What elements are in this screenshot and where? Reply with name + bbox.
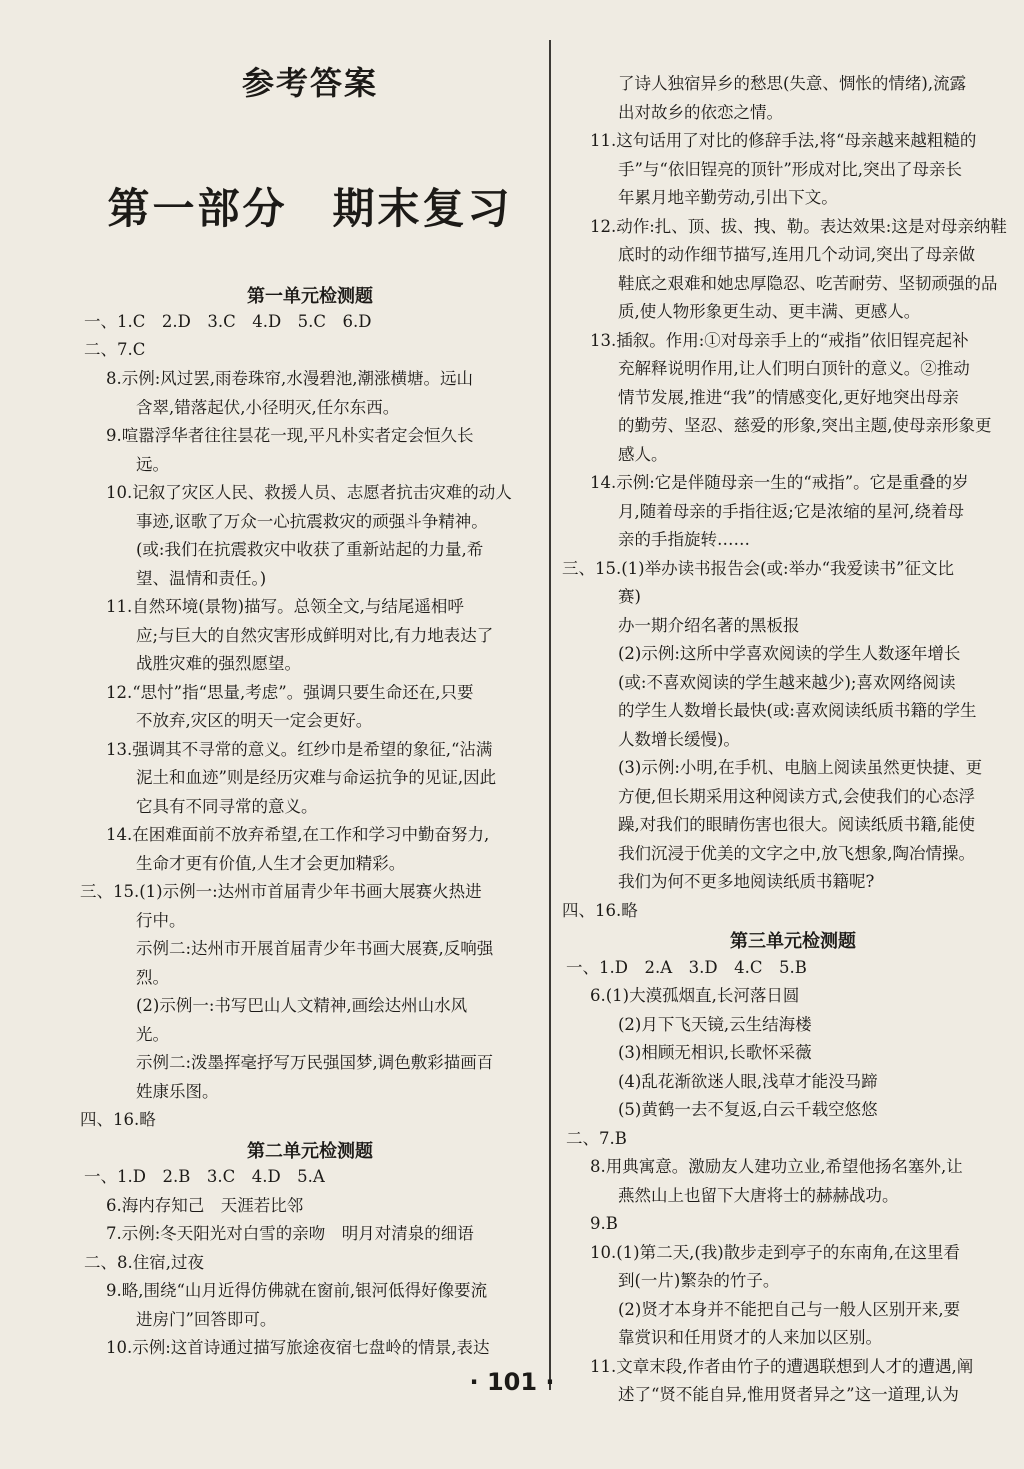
answer-line: 手”与“依旧锃亮的顶针”形成对比,突出了母亲长 [618, 160, 963, 179]
answer-line: 二、7.B [566, 1129, 627, 1148]
answer-line: 三、15.(1)示例一:达州市首届青少年书画大展赛火热进 [80, 882, 482, 901]
answer-line: 8.示例:风过罢,雨卷珠帘,水漫碧池,潮涨横塘。远山 [106, 369, 474, 388]
answer-line: 一、1.D 2.B 3.C 4.D 5.A [84, 1167, 325, 1186]
answer-line: 事迹,讴歌了万众一心抗震救灾的顽强斗争精神。 [136, 512, 488, 531]
answer-line: 14.示例:它是伴随母亲一生的“戒指”。它是重叠的岁 [590, 473, 969, 492]
answer-line: 的学生人数增长最快(或:喜欢阅读纸质书籍的学生 [618, 701, 977, 720]
answer-line: 9.略,围绕“山月近得仿佛就在窗前,银河低得好像要流 [106, 1281, 488, 1300]
answer-line: 12.“思忖”指“思量,考虑”。强调只要生命还在,只要 [106, 683, 474, 702]
unit1-heading: 第一单元检测题 [247, 286, 373, 307]
answer-line: 远。 [136, 455, 169, 474]
answer-line: 二、8.住宿,过夜 [84, 1253, 204, 1272]
answer-line: 望、温情和责任。) [136, 569, 267, 588]
answer-line: 13.强调其不寻常的意义。红纱巾是希望的象征,“沾满 [106, 740, 493, 759]
page-title: 参考答案 [241, 64, 378, 102]
answer-line: (5)黄鹤一去不复返,白云千载空悠悠 [618, 1100, 878, 1119]
answer-line: 14.在困难面前不放弃希望,在工作和学习中勤奋努力, [106, 825, 490, 844]
answer-line: 8.用典寓意。激励友人建功立业,希望他扬名塞外,让 [590, 1157, 963, 1176]
answer-line: (或:我们在抗震救灾中收获了重新站起的力量,希 [136, 540, 484, 559]
answer-line: 出对故乡的依恋之情。 [618, 103, 783, 122]
answer-line: 了诗人独宿异乡的愁思(失意、惆怅的情绪),流露 [618, 74, 967, 93]
answer-line: 10.示例:这首诗通过描写旅途夜宿七盘岭的情景,表达 [106, 1338, 490, 1357]
answer-line: 充解释说明作用,让人们明白顶针的意义。②推动 [618, 359, 970, 378]
answer-line: 6.海内存知己 天涯若比邻 [106, 1196, 304, 1215]
answer-line: (3)示例:小明,在手机、电脑上阅读虽然更快捷、更 [618, 758, 983, 777]
answer-line: (3)相顾无相识,长歌怀采薇 [618, 1043, 812, 1062]
answer-line: 9.喧嚣浮华者往往昙花一现,平凡朴实者定会恒久长 [106, 426, 474, 445]
answer-line: 年累月地辛勤劳动,引出下文。 [618, 188, 838, 207]
answer-line: 不放弃,灾区的明天一定会更好。 [136, 711, 373, 730]
answer-line: 光。 [136, 1025, 169, 1044]
answer-line: 亲的手指旋转…… [618, 530, 750, 549]
answer-line: 靠赏识和任用贤才的人来加以区别。 [618, 1328, 882, 1347]
answer-line: 10.记叙了灾区人民、救援人员、志愿者抗击灾难的动人 [106, 483, 512, 502]
answer-line: 人数增长缓慢)。 [618, 730, 740, 749]
answer-line: 我们为何不更多地阅读纸质书籍呢? [618, 872, 875, 891]
answer-line: 11.自然环境(景物)描写。总领全文,与结尾遥相呼 [106, 597, 464, 616]
answer-line: 11.文章末段,作者由竹子的遭遇联想到人才的遭遇,阐 [590, 1357, 974, 1376]
answer-line: 生命才更有价值,人生才会更加精彩。 [136, 854, 406, 873]
answer-line: (或:不喜欢阅读的学生越来越少);喜欢网络阅读 [618, 673, 956, 692]
answer-line: 质,使人物形象更生动、更丰满、更感人。 [618, 302, 921, 321]
answer-line: 示例二:达州市开展首届青少年书画大展赛,反响强 [136, 939, 494, 958]
answer-line: 11.这句话用了对比的修辞手法,将“母亲越来越粗糙的 [590, 131, 977, 150]
answer-line: 姓康乐图。 [136, 1082, 219, 1101]
answer-line: 二、7.C [84, 340, 146, 359]
answer-line: 鞋底之艰难和她忠厚隐忍、吃苦耐劳、坚韧顽强的品 [618, 274, 998, 293]
answer-line: 一、1.D 2.A 3.D 4.C 5.B [566, 958, 807, 977]
answer-line: 月,随着母亲的手指往返;它是浓缩的星河,绕着母 [618, 502, 965, 521]
answer-line: 燕然山上也留下大唐将士的赫赫战功。 [618, 1186, 899, 1205]
answer-line: (2)贤才本身并不能把自己与一般人区别开来,要 [618, 1300, 961, 1319]
answer-line: (2)示例一:书写巴山人文精神,画绘达州山水风 [136, 996, 468, 1015]
unit3-heading: 第三单元检测题 [730, 931, 856, 952]
answer-line: 9.B [590, 1214, 618, 1233]
answer-line: 7.示例:冬天阳光对白雪的亲吻 明月对清泉的细语 [106, 1224, 474, 1243]
answer-line: 战胜灾难的强烈愿望。 [136, 654, 301, 673]
answer-line: 赛) [618, 587, 641, 606]
answer-line: 12.动作:扎、顶、拔、拽、勒。表达效果:这是对母亲纳鞋 [590, 217, 1007, 236]
answer-line: 13.插叙。作用:①对母亲手上的“戒指”依旧锃亮起补 [590, 331, 969, 350]
answer-line: 行中。 [136, 911, 186, 930]
answer-line: 办一期介绍名著的黑板报 [618, 616, 800, 635]
answer-line: 方便,但长期采用这种阅读方式,会使我们的心态浮 [618, 787, 975, 806]
answer-line: 三、15.(1)举办读书报告会(或:举办“我爱读书”征文比 [562, 559, 954, 578]
answer-line: 6.(1)大漠孤烟直,长河落日圆 [590, 986, 800, 1005]
answer-line: 进房门”回答即可。 [136, 1310, 277, 1329]
page-number: · 101 · [469, 1368, 555, 1396]
answer-line: 应;与巨大的自然灾害形成鲜明对比,有力地表达了 [136, 626, 494, 645]
answer-line: 述了“贤不能自异,惟用贤者异之”这一道理,认为 [618, 1385, 959, 1404]
answer-line: 我们沉浸于优美的文字之中,放飞想象,陶冶情操。 [618, 844, 975, 863]
answer-line: 四、16.略 [80, 1110, 156, 1129]
answer-line: 情节发展,推进“我”的情感变化,更好地突出母亲 [618, 388, 959, 407]
answer-line: (2)示例:这所中学喜欢阅读的学生人数逐年增长 [618, 644, 961, 663]
answer-line: 含翠,错落起伏,小径明灭,任尔东西。 [136, 398, 400, 417]
answer-line: (4)乱花渐欲迷人眼,浅草才能没马蹄 [618, 1072, 878, 1091]
answer-line: 泥土和血迹”则是经历灾难与命运抗争的见证,因此 [136, 768, 497, 787]
answer-line: 到(一片)繁杂的竹子。 [618, 1271, 780, 1290]
answer-line: 示例二:泼墨挥毫抒写万民强国梦,调色敷彩描画百 [136, 1053, 494, 1072]
answer-line: 烈。 [136, 968, 169, 987]
answer-line: 感人。 [618, 445, 668, 464]
answer-line: 的勤劳、坚忍、慈爱的形象,突出主题,使母亲形象更 [618, 416, 992, 435]
answer-line: 一、1.C 2.D 3.C 4.D 5.C 6.D [84, 312, 372, 331]
answer-line: 四、16.略 [562, 901, 638, 920]
column-divider [549, 40, 551, 1390]
answer-line: 它具有不同寻常的意义。 [136, 797, 318, 816]
answer-line: 底时的动作细节描写,连用几个动词,突出了母亲做 [618, 245, 975, 264]
answer-line: 10.(1)第二天,(我)散步走到亭子的东南角,在这里看 [590, 1243, 960, 1262]
answer-line: (2)月下飞天镜,云生结海楼 [618, 1015, 812, 1034]
part-title: 第一部分 期末复习 [107, 184, 513, 233]
answer-line: 躁,对我们的眼睛伤害也很大。阅读纸质书籍,能使 [618, 815, 975, 834]
unit2-heading: 第二单元检测题 [247, 1141, 373, 1162]
